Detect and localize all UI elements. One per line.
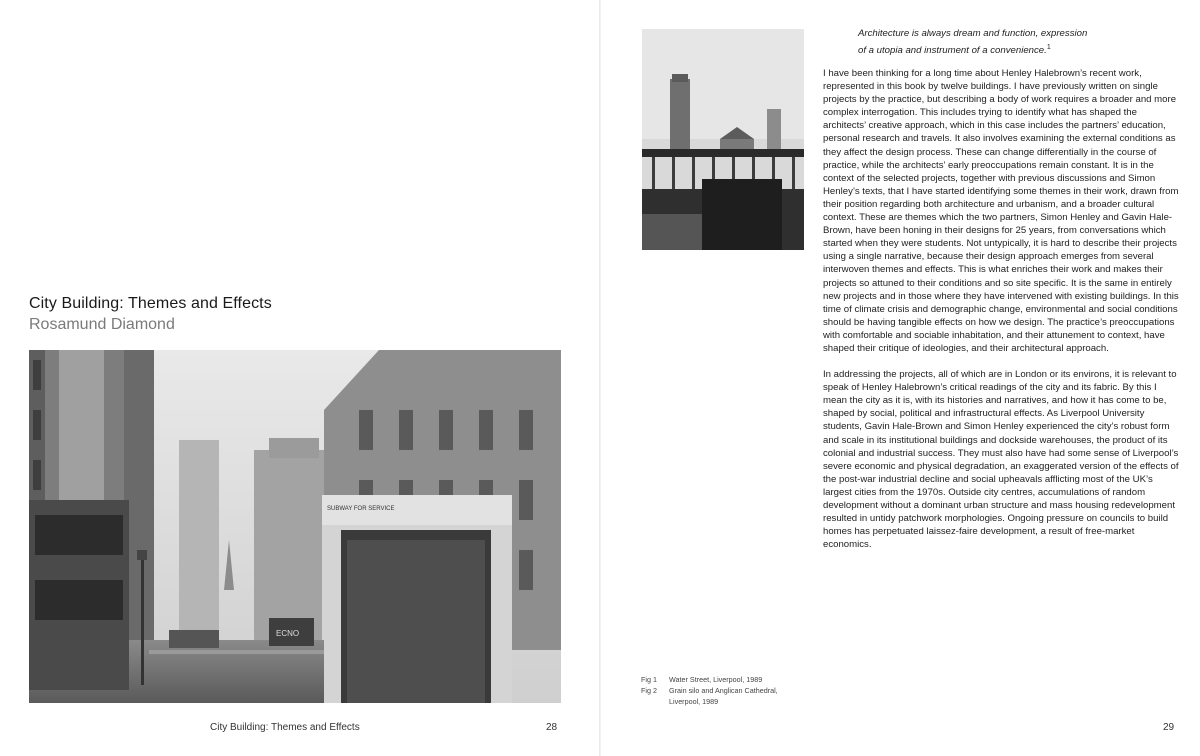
caption-text: Grain silo and Anglican Cathedral, Liverpool, 1989 [669, 686, 778, 706]
left-page [0, 0, 599, 756]
photo-water-street [29, 350, 561, 703]
caption-label: Fig 2 [641, 686, 657, 695]
figure-captions [641, 674, 799, 707]
epigraph: Architecture is always dream and function, expression of a utopia and instrument of a convenience.$^1$ [858, 28, 1088, 56]
chapter-author: Rosamund Diamond [29, 316, 175, 333]
chapter-title: City Building: Themes and Effects [29, 295, 272, 312]
bus-sign: ECNO [276, 629, 300, 638]
right-page [601, 0, 1200, 756]
caption-row [641, 674, 799, 685]
running-footer-title: City Building: Themes and Effects [210, 722, 360, 733]
paragraph: I have been thinking for a long time about Henley Halebrown’s recent work, represented in this book by twelve buildings. I have previously written on single projects by the practice, but describing a body of work requires a broader and more complex interrogation. This includes trying to identify what has shaped the architects’ creative approach, which in this case includes the partners’ education, personal research and travels. It also involves examining the external conditions as they affect the design process. These can change differentially in the course of practice, while the architects’ early preoccupations remain constant. It is in the context of the selected projects, together with previous discussions and Simon Henley’s texts, that I have started identifying some themes in their work, drawn from their position regarding both architecture and urbanism, and a broader cultural context. These are themes which the two partners, Simon Henley and Gavin Hale-Brown, have been honing in their designs for 25 years, from conversations which started when they were students. Not untypically, it is hard to describe their projects using a single narrative, because their design approach emerges from several interwoven themes and effects. This is what enriches their work and makes their projects so attuned to their conditions and so site specific. It is the same in entirely new projects and in those where they have intervened with existing buildings. In this time of climate crisis and demographic change, environmental and social conditions should be having tangible effects on how we design. The practice’s preoccupations with comfortable and sociable inhabitation, and their attunement to context, have shaped their critique of ideologies, and their architectural approach. [823, 68, 1179, 354]
caption-label: Fig 1 [641, 675, 657, 684]
kiosk-sign: SUBWAY FOR SERVICE [327, 506, 395, 512]
caption-text: Water Street, Liverpool, 1989 [669, 675, 763, 684]
caption-row [641, 685, 799, 707]
body-text [823, 67, 1179, 564]
footnote-marker: 1 [1046, 44, 1051, 51]
paragraph: In addressing the projects, all of which are in London or its environs, it is relevant to speak of Henley Halebrown’s critical readings of the city and its fabric. By this I mean the city as it is, with its histories and narratives, and how it has come to be, shaped by social, political and infrastructural effects. As Liverpool University students, Gavin Hale-Brown and Simon Henley experienced the city’s robust form and scale in its institutional buildings and dockside warehouses, the product of its colonial and industrial success. They must also have had some sense of Liverpool’s severe economic and physical degradation, an exaggerated version of the effects of the post-war industrial decline and social upheavals afflicting most of the UK’s largest cities from the 1970s. Outside city centres, accumulations of random development without a dominant urban structure and mass housing redevelopment resulted in untidy patchwork morphologies. Ongoing pressure on councils to build homes has perpetuated laissez-faire development, a result of free-market economics. [823, 369, 1179, 551]
photo-grain-silo [642, 29, 804, 250]
page-number-left: 28 [546, 722, 558, 733]
page-number-right: 29 [1163, 722, 1175, 733]
